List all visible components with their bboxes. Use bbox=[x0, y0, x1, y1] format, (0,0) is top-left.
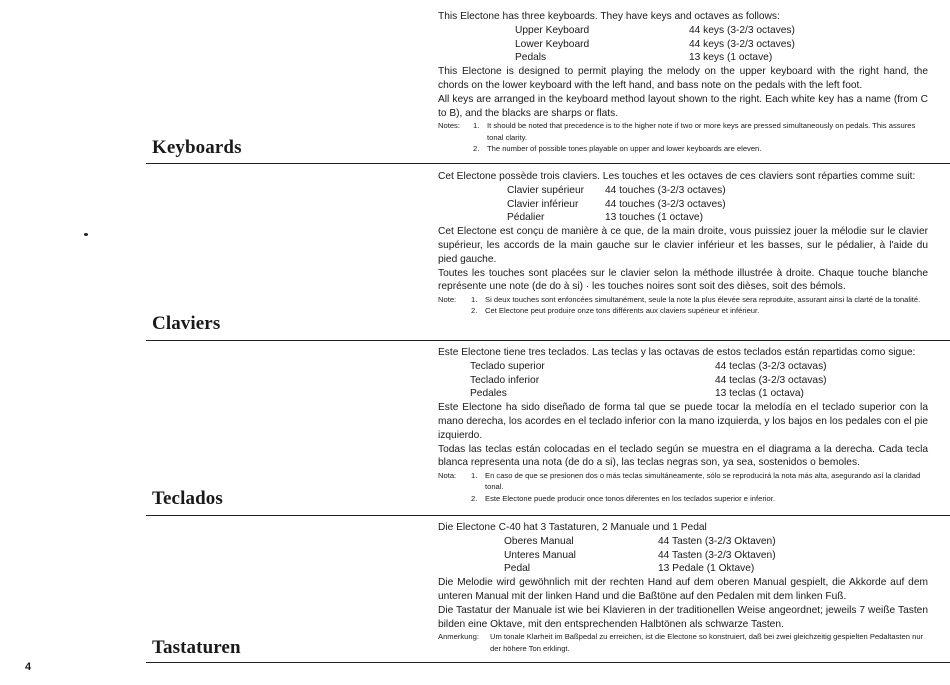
section-intro: Cet Electone possède trois claviers. Les touches et les octaves de ces claviers sont réparties comme suit: bbox=[438, 171, 916, 182]
note-number: 1. bbox=[473, 121, 480, 131]
keyboard-value: 13 teclas (1 octava) bbox=[715, 388, 804, 400]
note-number: 2. bbox=[471, 493, 478, 503]
keyboard-row bbox=[438, 360, 928, 374]
section-paragraph: Todas las teclas están colocadas en el teclado según se muestra en el diagrama a la derecha. Cada tecla blanca representa una nota (de do a si), las teclas negras son, ya sea, sostenidos o bemoles. bbox=[438, 443, 928, 469]
note-text: It should be noted that precedence is to the higher note if two or more keys are pressed simultaneously on pedals. This assures tonal clarity. bbox=[487, 121, 916, 142]
section-heading: Tastaturen bbox=[152, 637, 241, 658]
page-number: 4 bbox=[25, 661, 32, 673]
stray-mark bbox=[84, 233, 88, 236]
keyboard-value: 44 keys (3-2/3 octaves) bbox=[689, 24, 795, 36]
keyboard-name: Teclado inferior bbox=[470, 374, 540, 386]
keyboard-name: Oberes Manual bbox=[504, 535, 574, 547]
section-divider bbox=[146, 515, 950, 516]
keyboard-name: Lower Keyboard bbox=[515, 38, 590, 50]
keyboard-name: Pedal bbox=[504, 563, 531, 575]
section-heading: Teclados bbox=[152, 488, 223, 509]
section-claviers bbox=[438, 170, 928, 317]
notes-label: Anmerkung: bbox=[438, 632, 479, 642]
keyboard-value: 44 keys (3-2/3 octaves) bbox=[689, 38, 795, 50]
keyboard-name: Pedals bbox=[515, 52, 547, 64]
notes-block bbox=[438, 631, 928, 654]
keyboard-row bbox=[438, 51, 928, 65]
section-intro: This Electone has three keyboards. They have keys and octaves as follows: bbox=[438, 11, 780, 22]
note-text: Si deux touches sont enfoncées simultanément, seule la note la plus élevée sera reproduite, assurant ainsi la clarté de la tonalité. bbox=[485, 295, 921, 305]
keyboard-row bbox=[438, 24, 928, 38]
note-text: Cet Electone peut produire onze tons différents aux claviers supérieur et inférieur. bbox=[485, 306, 760, 316]
note-text: Este Electone puede producir once tonos diferentes en los teclados superior e inferior. bbox=[485, 493, 776, 503]
notes-block bbox=[438, 294, 928, 317]
notes-block bbox=[438, 470, 928, 504]
note-item bbox=[438, 470, 928, 493]
keyboard-list bbox=[438, 535, 928, 576]
note-item bbox=[438, 631, 928, 654]
note-item bbox=[438, 294, 928, 305]
section-heading: Claviers bbox=[152, 313, 221, 334]
keyboard-value: 44 Tasten (3-2/3 Oktaven) bbox=[658, 535, 776, 547]
keyboard-value: 44 teclas (3-2/3 octavas) bbox=[715, 360, 827, 372]
keyboard-row bbox=[438, 374, 928, 388]
keyboard-row bbox=[438, 211, 928, 225]
notes-block bbox=[438, 120, 928, 154]
note-number: 2. bbox=[473, 143, 480, 153]
note-item bbox=[438, 305, 928, 316]
note-item bbox=[438, 493, 928, 504]
section-divider bbox=[146, 340, 950, 341]
section-intro: Die Electone C-40 hat 3 Tastaturen, 2 Manuale und 1 Pedal bbox=[438, 522, 707, 533]
section-keyboards bbox=[438, 10, 928, 154]
keyboard-list bbox=[438, 24, 928, 65]
keyboard-name: Unteres Manual bbox=[504, 549, 576, 561]
keyboard-row bbox=[438, 198, 928, 212]
note-number: 1. bbox=[471, 295, 478, 305]
note-number: 1. bbox=[471, 471, 478, 481]
note-item bbox=[438, 143, 928, 154]
keyboard-name: Clavier supérieur bbox=[507, 184, 585, 196]
keyboard-row bbox=[438, 549, 928, 563]
keyboard-row bbox=[438, 184, 928, 198]
section-intro: Este Electone tiene tres teclados. Las teclas y las octavas de estos teclados están repartidas como sigue: bbox=[438, 347, 916, 358]
section-paragraph: All keys are arranged in the keyboard method layout shown to the right. Each white key has a name (from C to B), and the blacks are sharps or flats. bbox=[438, 93, 928, 119]
notes-label: Nota: bbox=[438, 471, 457, 481]
keyboard-value: 13 touches (1 octave) bbox=[605, 212, 703, 224]
keyboard-name: Pedales bbox=[470, 388, 507, 400]
section-paragraph: Cet Electone est conçu de manière à ce que, de la main droite, vous puissiez jouer la mélodie sur le clavier supérieur, les accords de la main gauche sur le clavier inférieur et les basses, sur le pédalier, à l'aide du pied gauche. bbox=[438, 226, 928, 265]
keyboard-row bbox=[438, 38, 928, 52]
keyboard-list bbox=[438, 360, 928, 401]
keyboard-value: 44 touches (3-2/3 octaves) bbox=[605, 184, 726, 196]
keyboard-row bbox=[438, 535, 928, 549]
keyboard-value: 13 Pedale (1 Oktave) bbox=[658, 563, 755, 575]
section-tastaturen bbox=[438, 521, 928, 654]
keyboard-row bbox=[438, 387, 928, 401]
section-paragraph: This Electone is designed to permit playing the melody on the upper keyboard with the right hand, the chords on the lower keyboard with the left hand, and bass note on the pedals with the left foot. bbox=[438, 66, 928, 91]
keyboard-row bbox=[438, 562, 928, 576]
keyboard-name: Pédalier bbox=[507, 212, 545, 224]
section-paragraph: Die Melodie wird gewöhnlich mit der rechten Hand auf dem oberen Manual gespielt, die Akkorde auf dem unteren Manual mit der linken Hand und die Baßtöne auf den Pedalen mit dem linken Fuß. bbox=[438, 577, 928, 602]
section-divider bbox=[146, 163, 950, 164]
keyboard-name: Clavier inférieur bbox=[507, 198, 579, 210]
section-paragraph: Die Tastatur der Manuale ist wie bei Klavieren in der traditionellen Weise angeordnet; jeweils 7 weiße Tasten bilden eine Oktave, mit den entsprechenden Halbtönen als schwarze Tasten. bbox=[438, 604, 928, 630]
keyboard-list bbox=[438, 184, 928, 225]
keyboard-value: 44 teclas (3-2/3 octavas) bbox=[715, 374, 827, 386]
note-text: The number of possible tones playable on upper and lower keyboards are eleven. bbox=[487, 143, 762, 153]
section-divider bbox=[146, 662, 950, 663]
note-text: Um tonale Klarheit im Baßpedal zu erreichen, ist die Electone so konstruiert, daß bei zwei gleichzeitig gespielten Pedaltasten nur der höhere Ton erklingt. bbox=[490, 632, 924, 653]
section-teclados bbox=[438, 346, 928, 504]
note-item bbox=[438, 120, 928, 143]
section-heading: Keyboards bbox=[152, 137, 242, 158]
keyboard-name: Teclado superior bbox=[470, 360, 545, 372]
keyboard-value: 44 Tasten (3-2/3 Oktaven) bbox=[658, 549, 776, 561]
note-number: 2. bbox=[471, 306, 478, 316]
keyboard-value: 13 keys (1 octave) bbox=[689, 52, 773, 64]
notes-label: Note: bbox=[438, 295, 457, 305]
section-paragraph: Toutes les touches sont placées sur le clavier selon la méthode illustrée à droite. Chaque touche blanche représente une note (de do à si) · les touches noires sont soit des dièses, soit des bémols. bbox=[438, 267, 928, 293]
keyboard-value: 44 touches (3-2/3 octaves) bbox=[605, 198, 726, 210]
section-paragraph: Este Electone ha sido diseñado de forma tal que se puede tocar la melodía en el teclado superior con la mano derecha, los acordes en el teclado inferior con la mano izquierda, y los bajos en los pedales con el pie izquierdo. bbox=[438, 402, 928, 441]
note-text: En caso de que se presionen dos o más teclas simultáneamente, sólo se reproducirá la nota más alta, asegurando así la claridad tonal. bbox=[485, 471, 921, 492]
keyboard-name: Upper Keyboard bbox=[515, 24, 590, 36]
notes-label: Notes: bbox=[438, 121, 460, 131]
